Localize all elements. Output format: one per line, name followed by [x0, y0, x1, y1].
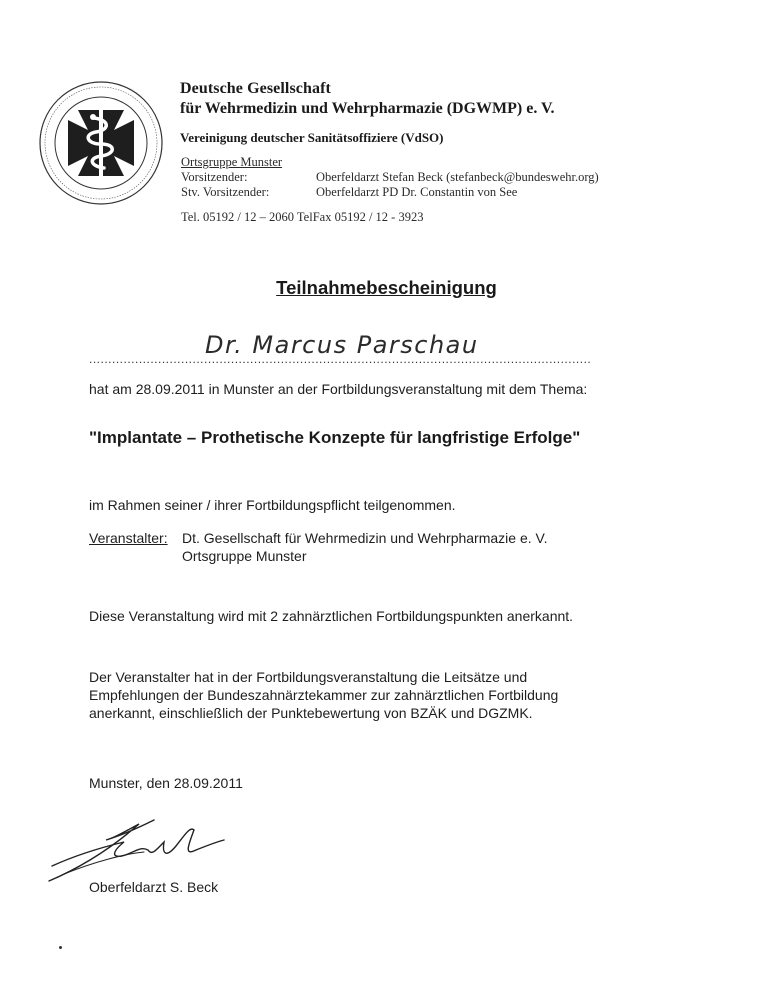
- stray-mark: [59, 946, 62, 949]
- recognition-line: Empfehlungen der Bundeszahnärztekammer zur zahnärztlichen Fortbildung: [89, 687, 559, 703]
- org-subtitle: Vereinigung deutscher Sanitätsoffiziere (VdSO): [180, 130, 444, 145]
- recognition-paragraph: [89, 668, 558, 722]
- dgwmp-seal-icon: [38, 80, 164, 206]
- vice-chair-value: Oberfeldarzt PD Dr. Constantin von See: [316, 185, 518, 199]
- contact-phone: Tel. 05192 / 12 – 2060 TelFax 05192 / 12 - 3923: [181, 210, 424, 224]
- participant-name: Dr. Marcus Parschau: [205, 331, 479, 359]
- organizer-value-line1: Dt. Gesellschaft für Wehrmedizin und Wehrpharmazie e. V.: [182, 530, 548, 546]
- org-name-line1: Deutsche Gesellschaft: [180, 80, 331, 97]
- attendance-statement: hat am 28.09.2011 in Munster an der Fortbildungsveranstaltung mit dem Thema:: [89, 381, 588, 397]
- event-topic: "Implantate – Prothetische Konzepte für langfristige Erfolge": [89, 428, 581, 447]
- signer-name: Oberfeldarzt S. Beck: [89, 879, 219, 895]
- certificate-title: Teilnahmebescheinigung: [276, 277, 497, 298]
- organizer-label: Veranstalter:: [89, 530, 168, 546]
- org-name-line2: für Wehrmedizin und Wehrpharmazie (DGWMP) e. V.: [180, 100, 555, 117]
- ortsgruppe-label: Ortsgruppe Munster: [181, 155, 283, 169]
- vice-chair-label: Stv. Vorsitzender:: [181, 185, 270, 199]
- name-dotted-line: ...................................................................................................................................: [89, 352, 592, 366]
- chair-value: Oberfeldarzt Stefan Beck (stefanbeck@bundeswehr.org): [316, 170, 599, 184]
- signature-icon: [44, 806, 244, 886]
- recognition-line: Der Veranstalter hat in der Fortbildungsveranstaltung die Leitsätze und: [89, 669, 528, 685]
- points-statement: Diese Veranstaltung wird mit 2 zahnärztlichen Fortbildungspunkten anerkannt.: [89, 608, 574, 624]
- recognition-line: anerkannt, einschließlich der Punktebewertung von BZÄK und DGZMK.: [89, 705, 533, 721]
- organizer-value-line2: Ortsgruppe Munster: [182, 548, 307, 564]
- chair-label: Vorsitzender:: [181, 170, 248, 184]
- duty-statement: im Rahmen seiner / ihrer Fortbildungspflicht teilgenommen.: [89, 497, 456, 513]
- place-date: Munster, den 28.09.2011: [89, 775, 243, 791]
